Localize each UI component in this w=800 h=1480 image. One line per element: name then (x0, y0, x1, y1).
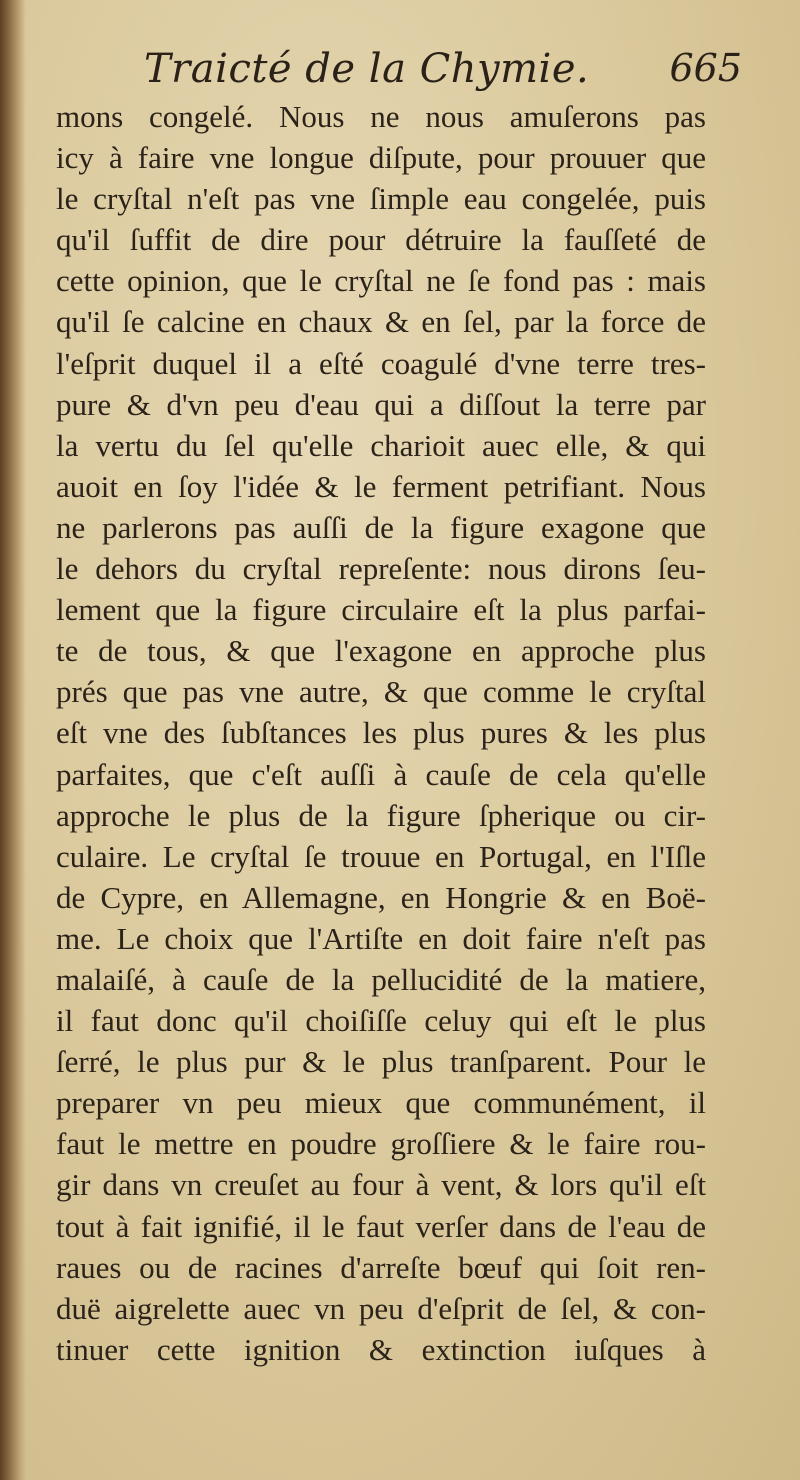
text-line: prés que pas vne autre, & que comme le cryſtal (56, 674, 706, 710)
text-line: ſerré, le plus pur & le plus tranſparent. Pour le (56, 1044, 706, 1080)
text-line: de Cypre, en Allemagne, en Hongrie & en Boë- (56, 879, 706, 915)
binding-gutter (0, 0, 26, 1480)
text-line: qu'il ſe calcine en chaux & en ſel, par la force de (56, 304, 706, 340)
text-line: l'eſprit duquel il a eſté coagulé d'vne terre tres- (56, 345, 706, 381)
body-text (56, 96, 706, 1370)
text-line: duë aigrelette auec vn peu d'eſprit de ſel, & con- (56, 1290, 706, 1326)
page-number: 665 (669, 46, 742, 90)
text-line: mons congelé. Nous ne nous amuſerons pas (56, 99, 706, 134)
text-line: parfaites, que c'eſt auſſi à cauſe de cela qu'elle (56, 756, 706, 792)
text-line: il faut donc qu'il choiſiſſe celuy qui eſt le plus (56, 1003, 706, 1039)
text-line: malaiſé, à cauſe de la pellucidité de la matiere, (56, 961, 706, 997)
text-line: pure & d'vn peu d'eau qui a diſſout la terre par (56, 386, 706, 422)
text-line: eſt vne des ſubſtances les plus pures & les plus (56, 715, 706, 751)
text-line: le dehors du cryſtal repreſente: nous dirons ſeu- (56, 551, 706, 587)
text-line: la vertu du ſel qu'elle charioit auec elle, & qui (56, 427, 706, 463)
text-line: culaire. Le cryſtal ſe trouue en Portugal, en l'Iſle (56, 838, 706, 874)
text-line: preparer vn peu mieux que communément, il (56, 1085, 706, 1121)
text-line: gir dans vn creuſet au four à vent, & lors qu'il eſt (56, 1167, 706, 1203)
text-line: approche le plus de la figure ſpherique ou cir- (56, 797, 706, 833)
text-line: faut le mettre en poudre groſſiere & le faire rou- (56, 1126, 706, 1162)
running-title: Traicté de la Chymie. (144, 46, 590, 92)
text-line: lement que la figure circulaire eſt la plus parfai- (56, 592, 706, 628)
text-line: icy à faire vne longue diſpute, pour prouuer que (56, 140, 706, 176)
text-line: ne parlerons pas auſſi de la figure exagone que (56, 509, 706, 545)
text-line: te de tous, & que l'exagone en approche plus (56, 633, 706, 669)
text-line: le cryſtal n'eſt pas vne ſimple eau congelée, puis (56, 181, 706, 217)
text-line: tout à fait ignifié, il le faut verſer dans de l'eau de (56, 1208, 706, 1244)
text-line: tinuer cette ignition & extinction iuſques à (56, 1331, 706, 1367)
text-line: cette opinion, que le cryſtal ne ſe fond pas : mais (56, 263, 706, 299)
text-line: qu'il ſuffit de dire pour détruire la fauſſeté de (56, 222, 706, 258)
text-line: me. Le choix que l'Artiſte en doit faire n'eſt pas (56, 920, 706, 956)
text-line: auoit en ſoy l'idée & le ferment petrifiant. Nous (56, 468, 706, 504)
text-line: raues ou de racines d'arreſte bœuf qui ſoit ren- (56, 1249, 706, 1285)
